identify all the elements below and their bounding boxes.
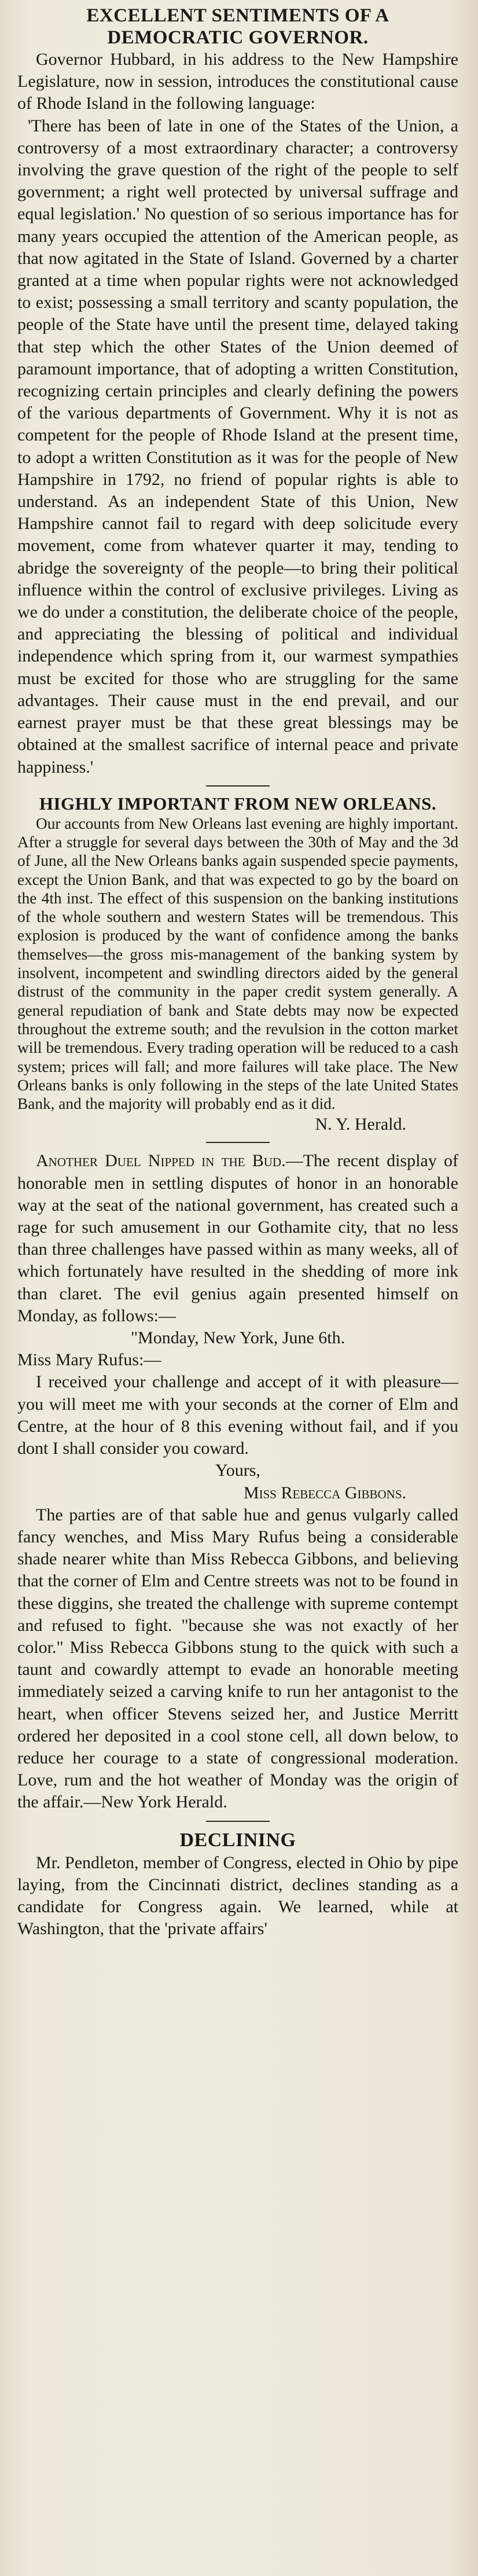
letter-salutation: Miss Mary Rufus:— bbox=[17, 1350, 161, 1370]
article-headline: DECLINING bbox=[179, 1829, 296, 1851]
article-paragraph: Governor Hubbard, in his address to the New Hampshire Legislature, now in session, introduces the constitutional cause of Rhode Island in the following language: bbox=[17, 50, 458, 113]
article-lead: Another Duel Nipped in the Bud. bbox=[36, 1151, 286, 1171]
article-paragraph: —The recent display of honorable men in settling disputes of honor in an honorable way at the seat of the national government, has created such a rage for such amusement in our Gothamite city, that no less than three challenges have passed within as many weeks, all of which fortunately have resulted in the shedding of more ink than claret. The evil genius again presented himself on Monday, as follows:— bbox=[17, 1151, 459, 1325]
article-paragraph: The parties are of that sable hue and genus vulgarly called fancy wenches, and Miss Mary Rufus being a considerable shade nearer white than Miss Rebecca Gibbons, and believing that the corner of Elm and Centre streets was not to be found in these diggins, she treated the challenge with supreme contempt and refused to fight. "because she was not exactly of her color." Miss Rebecca Gibbons stung to the quick with such a taunt and cowardly attempt to evade an honorable meeting immediately seized a carving knife to run her antagonist to the heart, when officer Stevens seized her, and Justice Merritt ordered her deposited in a cool stone cell, all down below, to reduce her courage to a state of congressional moderation. Love, rum and the hot weather of Monday was the origin of the affair.—New York Herald. bbox=[17, 1505, 458, 1812]
headline-line: DEMOCRATIC GOVERNOR. bbox=[107, 27, 369, 48]
article-new-orleans bbox=[17, 793, 458, 1136]
letter-body: I received your challenge and accept of it with pleasure—you will meet me with your seconds at the corner of Elm and Centre, at the hour of 8 this evening without fail, and if you dont I shall consider you coward. bbox=[17, 1372, 458, 1458]
section-divider bbox=[206, 1142, 270, 1143]
section-divider bbox=[206, 1821, 270, 1822]
article-paragraph: Our accounts from New Orleans last evening are highly important. After a struggle for several days between the 30th of May and the 3d of June, all the New Orleans banks again suspended specie payments, except the Union Bank, and that was expected to go by the board on the 4th inst. The effect of this suspension on the banking institutions of the whole southern and western States will be tremendous. This explosion is produced by the want of confidence among the banks themselves—the gross mis-management of the banking system by insolvent, incompetent and swindling directors aided by the general distrust of the community in the paper credit system generally. A general repudiation of bank and State debts may now be expected throughout the extreme south; and the revulsion in the cotton market will be tremendous. Every trading operation will be reduced to a cash system; prices will fall; and more failures will take place. The New Orleans banks is only following in the steps of the late United States Bank, and the majority will probably end as it did. bbox=[17, 814, 458, 1113]
article-paragraph: Mr. Pendleton, member of Congress, elected in Ohio by pipe laying, from the Cincinnati district, declines standing as a candidate for Congress again. We learned, while at Washington, that the 'private affairs' bbox=[17, 1853, 458, 1939]
article-body bbox=[17, 1852, 458, 1941]
article-declining bbox=[17, 1829, 458, 1941]
letter-signature: Miss Rebecca Gibbons. bbox=[243, 1483, 406, 1502]
article-headline: HIGHLY IMPORTANT FROM NEW ORLEANS. bbox=[39, 793, 437, 814]
article-duel bbox=[17, 1150, 458, 1813]
article-excellent-sentiments bbox=[17, 5, 458, 778]
article-body bbox=[17, 49, 458, 778]
article-source: N. Y. Herald. bbox=[315, 1115, 406, 1134]
article-quote: 'There has been of late in one of the States of the Union, a controversy of a most extraordinary character; a controversy involving the grave question of the right of the people to self government; a right well protected by universal suffrage and equal legislation.' No question of so serious importance has for many years occupied the attention of the American people, as that now agitated in the State of Island. Governed by a charter granted at a time when popular rights were not acknowledged to exist; possessing a small territory and scanty population, the people of the State have until the present time, delayed taking that step which the other States of the Union deemed of paramount importance, that of adopting a written Constitution, recognizing certain principles and clearly defining the powers of the various departments of Government. Why it is not as competent for the people of Rhode Island at the present time, to adopt a written Constitution as it was for the people of New Hampshire in 1792, no friend of popular rights is able to understand. As an independent State of this Union, New Hampshire cannot fail to regard with deep solicitude every movement, come from whatever quarter it may, tending to abridge the sovereignty of the people—to bring their political influence within the control of exclusive privileges. Living as we do under a constitution, the deliberate choice of the people, and appreciating the blessing of political and individual independence which spring from it, our warmest sympathies must be excited for those who are struggling for the same advantages. Their cause must in the end prevail, and our earnest prayer must be that these great blessings may be obtained at the smallest sacrifice of internal peace and private happiness.' bbox=[17, 116, 458, 777]
article-body bbox=[17, 1150, 458, 1813]
section-divider bbox=[206, 785, 270, 787]
letter-date: "Monday, New York, June 6th. bbox=[130, 1328, 345, 1348]
letter-closing: Yours, bbox=[215, 1461, 260, 1480]
headline-line: EXCELLENT SENTIMENTS OF A bbox=[86, 5, 389, 26]
article-body bbox=[17, 814, 458, 1114]
article-headline bbox=[17, 5, 458, 49]
